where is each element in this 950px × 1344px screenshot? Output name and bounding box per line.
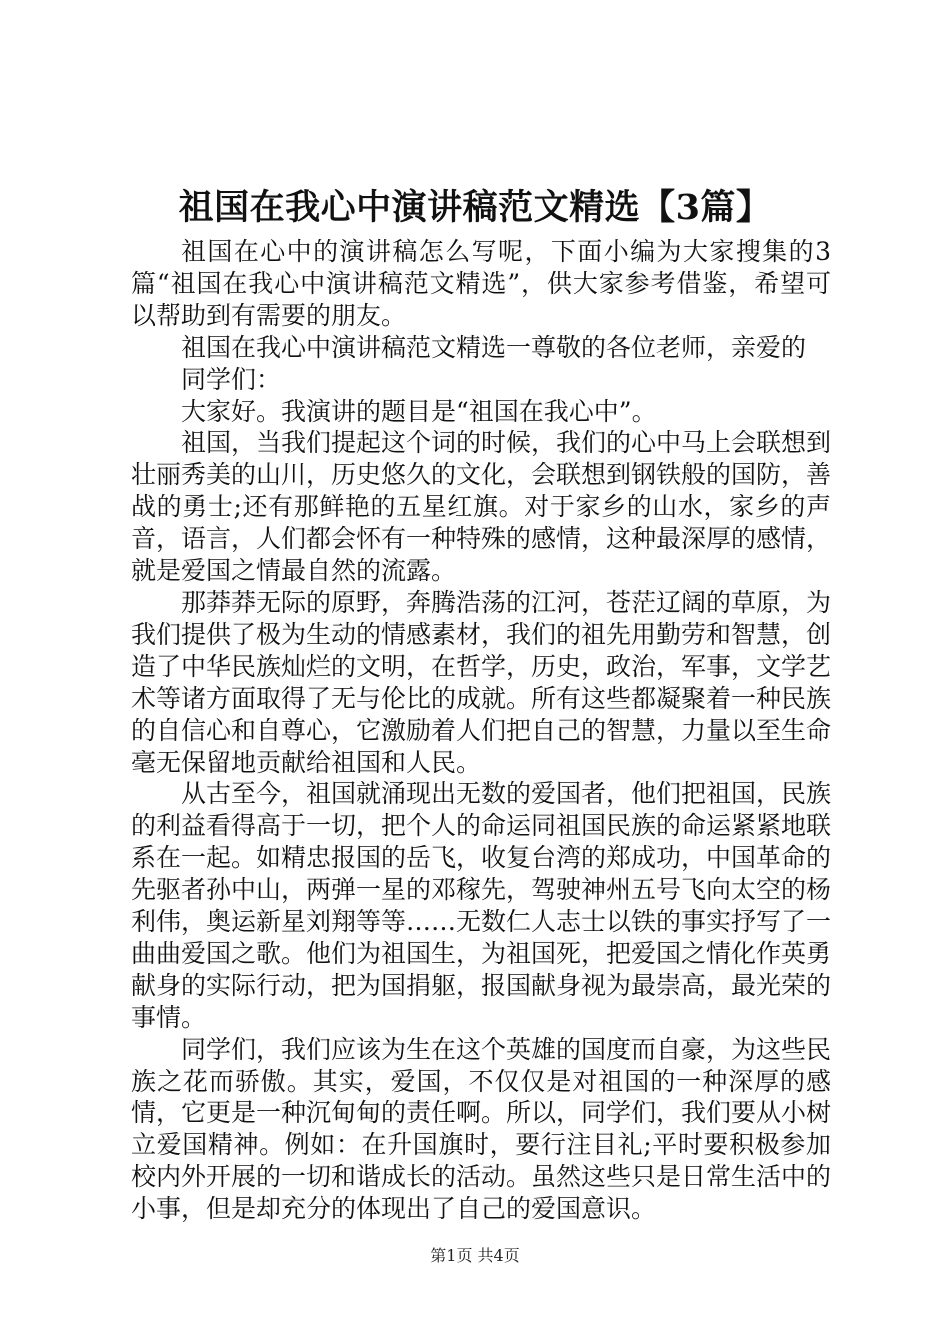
greeting-paragraph: 大家好。我演讲的题目是“祖国在我心中”。 <box>181 396 657 426</box>
body-paragraph: 从古至今，祖国就涌现出无数的爱国者，他们把祖国，民族的利益看得高于一切，把个人的命运同祖国民族的命运紧紧地联系在一起。如精忠报国的岳飞，收复台湾的郑成功，中国革命的先驱者孙中山，两弹一星的邓稼先，驾驶神州五号飞向太空的杨利伟，奥运新星刘翔等等……无数仁人志士以铁的事实抒写了一曲曲爱国之歌。他们为祖国生，为祖国死，把爱国之情化作英勇献身的实际行动，把为国捐躯，报国献身视为最崇高，最光荣的事情。 <box>131 779 832 1032</box>
intro-paragraph: 祖国在心中的演讲稿怎么写呢，下面小编为大家搜集的3篇“祖国在我心中演讲稿范文精选”，供大家参考借鉴，希望可以帮助到有需要的朋友。 <box>131 237 831 330</box>
body-paragraph: 祖国，当我们提起这个词的时候，我们的心中马上会联想到壮丽秀美的山川，历史悠久的文化，会联想到钢铁般的国防，善战的勇士;还有那鲜艳的五星红旗。对于家乡的山水，家乡的声音，语言，人们都会怀有一种特殊的感情，这种最深厚的感情，就是爱国之情最自然的流露。 <box>131 428 832 586</box>
salutation-paragraph: 同学们： <box>181 364 282 394</box>
body-paragraph: 那莽莽无际的原野，奔腾浩荡的江河，苍茫辽阔的草原，为我们提供了极为生动的情感素材，我们的祖先用勤劳和智慧，创造了中华民族灿烂的文明，在哲学，历史，政治，军事，文学艺术等诸方面取得了无与伦比的成就。所有这些都凝聚着一种民族的自信心和自尊心，它激励着人们把自己的智慧，力量以至生命毫无保留地贡献给祖国和人民。 <box>131 587 832 777</box>
body-paragraph: 同学们，我们应该为生在这个英雄的国度而自豪，为这些民族之花而骄傲。其实，爱国，不仅仅是对祖国的一种深厚的感情，它更是一种沉甸甸的责任啊。所以，同学们，我们要从小树立爱国精神。例如：在升国旗时，要行注目礼;平时要积极参加校内外开展的一切和谐成长的活动。虽然这些只是日常生活中的小事，但是却充分的体现出了自己的爱国意识。 <box>131 1034 832 1224</box>
document-title: 祖国在我心中演讲稿范文精选【3篇】 <box>178 187 772 228</box>
section-heading-paragraph: 祖国在我心中演讲稿范文精选一尊敬的各位老师，亲爱的 <box>181 332 807 362</box>
page-number-footer: 第1页 共4页 <box>430 1246 520 1265</box>
document-body <box>131 236 831 1225</box>
